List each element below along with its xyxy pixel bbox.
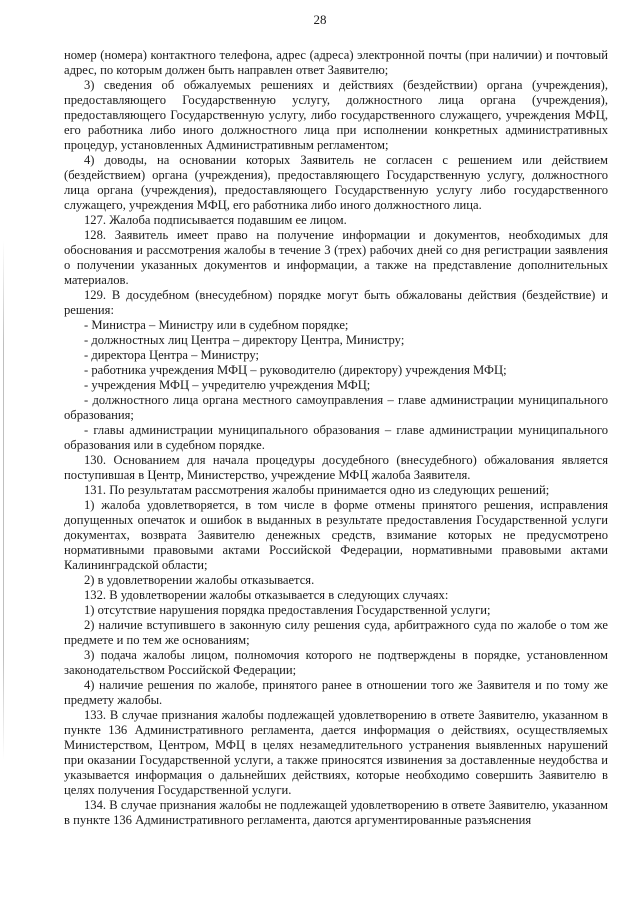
paragraph-item-4: 4) доводы, на основании которых Заявитель не согласен с решением или действием (бездействием) органа (учреждения), предоставляющего Государственную услугу, должностного лица органа (учреждения), предоставляющего Государственную услугу либо государственного служащего, учреждения МФЦ, его работника либо иного должностного лица.	[64, 153, 608, 212]
paragraph-132: 132. В удовлетворении жалобы отказывается в следующих случаях:	[84, 588, 449, 602]
list-item-local-official: - должностного лица органа местного самоуправления – главе администрации муниципального образования;	[64, 393, 608, 422]
paragraph-131: 131. По результатам рассмотрения жалобы принимается одно из следующих решений;	[84, 483, 550, 497]
paragraph-131-item-2: 2) в удовлетворении жалобы отказывается.	[84, 573, 315, 587]
list-item-head-of-administration: - главы администрации муниципального образования – главе администрации муниципального образования или в судебном порядке.	[64, 423, 608, 452]
list-item-minister: - Министра – Министру или в судебном порядке;	[84, 318, 349, 332]
paragraph-127: 127. Жалоба подписывается подавшим ее лицом.	[84, 213, 347, 227]
list-item-mfc-worker: - работника учреждения МФЦ – руководителю (директору) учреждения МФЦ;	[84, 363, 507, 377]
paragraph-129: 129. В досудебном (внесудебном) порядке могут быть обжалованы действия (бездействие) и решения:	[64, 288, 608, 317]
scan-edge-shadow	[3, 240, 4, 760]
paragraph-130: 130. Основанием для начала процедуры досудебного (внесудебного) обжалования является поступившая в Центр, Министерство, учреждение МФЦ жалоба Заявителя.	[64, 453, 608, 482]
paragraph-132-item-4: 4) наличие решения по жалобе, принятого ранее в отношении того же Заявителя и по тому же предмету жалобы.	[64, 678, 608, 707]
paragraph-132-item-1: 1) отсутствие нарушения порядка предоставления Государственной услуги;	[84, 603, 491, 617]
list-item-mfc-institution: - учреждения МФЦ – учредителю учреждения МФЦ;	[84, 378, 371, 392]
page-number: 28	[313, 12, 327, 27]
paragraph-contact-info: номер (номера) контактного телефона, адрес (адреса) электронной почты (при наличии) и почтовый адрес, по которым должен быть направлен ответ Заявителю;	[64, 48, 608, 77]
paragraph-133: 133. В случае признания жалобы подлежащей удовлетворению в ответе Заявителю, указанном в пункте 136 Административного регламента, дается информация о действиях, осуществляемых Министерством, Центром, МФЦ в целях незамедлительного устранения выявленных нарушений при оказании Государственной услуги, а также приносятся извинения за доставленные неудобства и указывается информация о дальнейших действиях, которые необходимо совершить Заявителю в целях получения Государственной услуги.	[64, 708, 608, 797]
paragraph-134: 134. В случае признания жалобы не подлежащей удовлетворению в ответе Заявителю, указанном в пункте 136 Административного регламента, даются аргументированные разъяснения	[64, 798, 608, 827]
paragraph-132-item-3: 3) подача жалобы лицом, полномочия которого не подтверждены в порядке, установленном законодательством Российской Федерации;	[64, 648, 608, 677]
paragraph-132-item-2: 2) наличие вступившего в законную силу решения суда, арбитражного суда по жалобе о том же предмете и по тем же основаниям;	[64, 618, 608, 647]
document-body	[64, 48, 608, 828]
paragraph-128: 128. Заявитель имеет право на получение информации и документов, необходимых для обоснования и рассмотрения жалобы в течение 3 (трех) рабочих дней со дня регистрации заявления о получении указанных документов и информации, а также на представление дополнительных материалов.	[64, 228, 608, 287]
paragraph-131-item-1: 1) жалоба удовлетворяется, в том числе в форме отмены принятого решения, исправления допущенных опечаток и ошибок в выданных в результате предоставления Государственной услуги документах, возврата Заявителю денежных средств, взимание которых не предусмотрено нормативными правовыми актами Российской Федерации, нормативными правовыми актами Калининградской области;	[64, 498, 608, 572]
paragraph-item-3: 3) сведения об обжалуемых решениях и действиях (бездействии) органа (учреждения), предоставляющего Государственную услугу, должностного лица органа (учреждения), предоставляющего Государственную услугу, либо государственного служащего, учреждения МФЦ, его работника либо иного должностного лица при исполнении конкретных административных процедур, установленных Административным регламентом;	[64, 78, 608, 152]
list-item-center-officials: - должностных лиц Центра – директору Центра, Министру;	[84, 333, 405, 347]
list-item-center-director: - директора Центра – Министру;	[84, 348, 259, 362]
